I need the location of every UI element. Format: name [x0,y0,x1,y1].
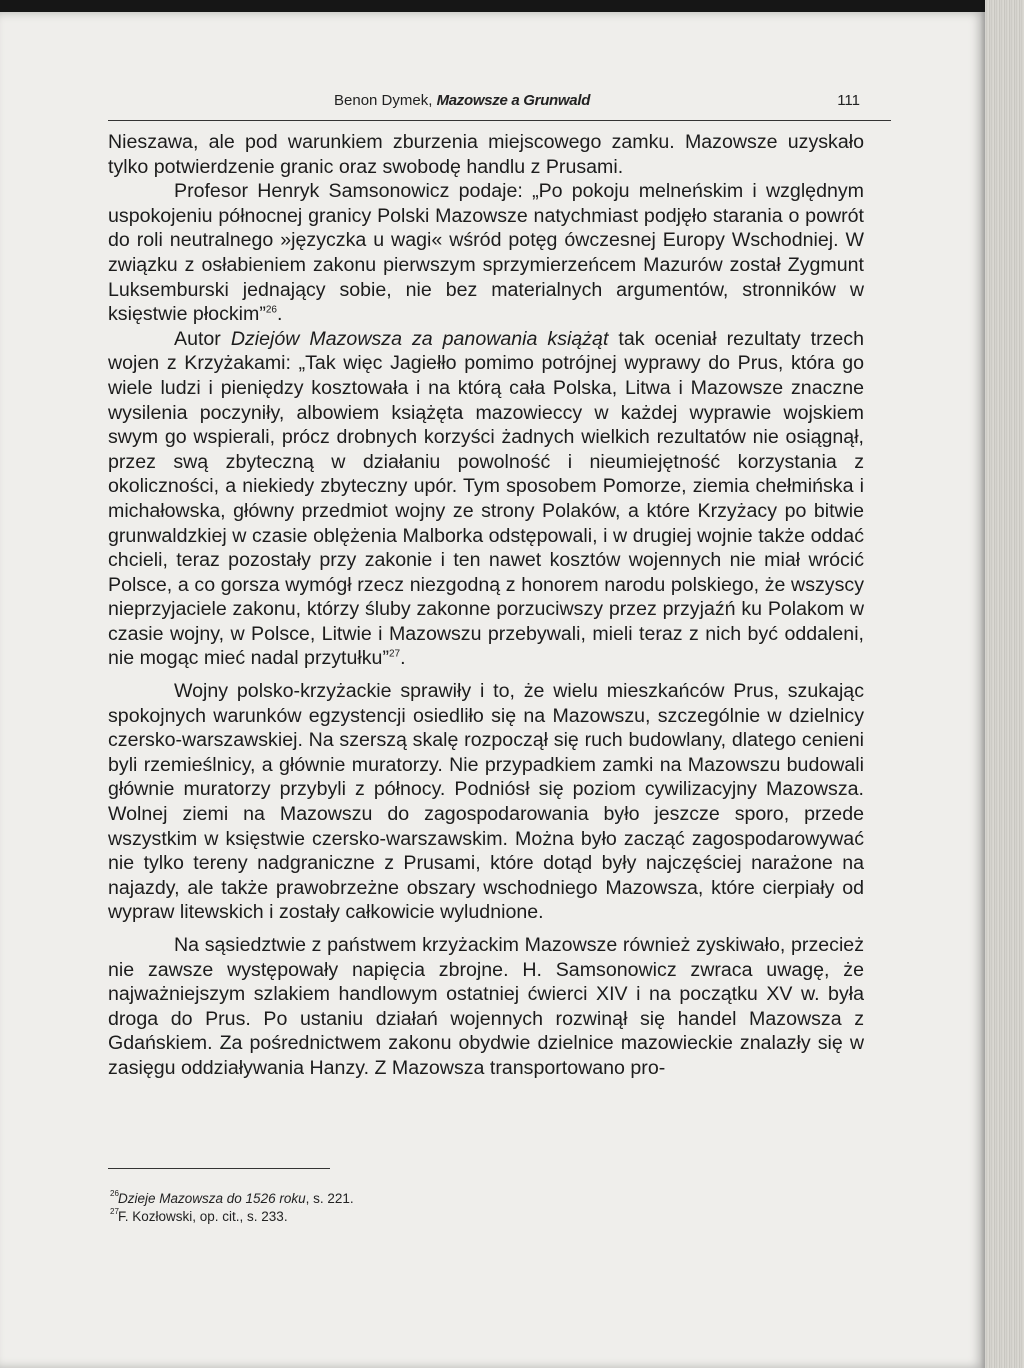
footnote-rule [108,1168,330,1169]
paragraph-3-italic-title: Dziejów Mazowsza za panowania książąt [230,327,609,350]
page-header [108,90,864,112]
paragraph-4: Wojny polsko-krzyżackie sprawiły i to, że wielu mieszkańców Prus, szukając spokojnych warunków egzystencji osiedliło się na Mazowszu, szczególnie w dzielnicy czersko-warszawskiej. Na szerszą skalę rozpoczął się ruch budowlany, dlatego cenieni byli rzemieślnicy, a głównie muratorzy. Nie przypadkiem zamki na Mazowszu budowali głównie muratorzy przybyli z północy. Podniósł się poziom cywilizacyjny Mazowsza. Wolnej ziemi na Mazowszu do zagospodarowania było jeszcze sporo, przede wszystkim w księstwie czersko-warszawskim. Można było zacząć zagospodarowywać nie tylko tereny nadgraniczne z Prusami, które dotąd były najczęściej narażone na najazdy, ale także prawobrzeżne obszary wschodniego Mazowsza, które cierpiały od wypraw litewskich i zostały całkowicie wyludnione. [108,680,864,924]
paragraph-2-end: . [277,303,283,326]
footnote-ref-27: 27 [388,648,401,660]
footnote-ref-26: 26 [265,304,277,316]
footnotes [108,1190,708,1226]
running-head [334,92,590,109]
running-head-title: Mazowsze a Grunwald [436,92,591,109]
paragraph-3 [108,327,864,671]
body-text [108,130,864,1081]
paragraph-2 [108,179,864,327]
running-head-author: Benon Dymek, [334,92,433,109]
footnote-text: , s. 221. [305,1191,354,1206]
page-edges [985,0,1024,1368]
footnote-italic: Dzieje Mazowsza do 1526 roku [118,1191,306,1206]
footnote-text: F. Kozłowski, op. cit., s. 233. [118,1209,288,1224]
paragraph-5: Na sąsiedztwie z państwem krzyżackim Mazowsze również zyskiwało, przecież nie zawsze występowały napięcia zbrojne. H. Samsonowicz zwraca uwagę, że najważniejszym szlakiem handlowym ostatniej ćwierci XIV i na początku XV w. była droga do Prus. Po ustaniu działań wojennych rozwinął się handel Mazowsza z Gdańskiem. Za pośrednictwem zakonu obydwie dzielnice mazowieckie znalazły się w zasięgu oddziaływania Hanzy. Z Mazowsza transportowano pro- [108,934,864,1079]
paragraph-3-end: . [400,647,406,670]
paragraph-3-rest: tak oceniał rezultaty trzech wojen z Krzyżakami: „Tak więc Jagiełło pomimo potrójnej wyprawy do Prus, która go wiele ludzi i pieniędzy kosztowała i na którą cała Polska, Litwa i Mazowsze znaczne wysilenia poczyniły, albowiem książęta mazowieccy w każdej wyprawie wojskiem swym go wspierali, prócz drobnych korzyści żadnych wielkich rezultatów nie osiągnął, przez swą zbyteczną w działaniu powolność i nieumiejętność korzystania z okoliczności, a niekiedy zbyteczny upór. Tym sposobem Pomorze, ziemia chełmińska i michałowska, główny przedmiot wojny ze strony Polaków, a które Krzyżacy po bitwie grunwaldzkiej w czasie oblężenia Malborka odstępowali, i w drugiej wojnie także oddać chcieli, teraz pozostały przy zakonie i ten nawet kosztów wojennych nie miał wrócić Polsce, a co gorsza wymógł rzecz niezgodną z honorem narodu polskiego, że wszyscy nieprzyjaciele zakonu, którzy śluby zakonne porzuciwszy przez przyjaźń ku Polakom w czasie wojny, w Polsce, Litwie i Mazowszu przebywali, mieli teraz z nich być oddaleni, nie mogąc mieć nadal przytułku” [108,327,864,670]
footnote-27: 27 F. Kozłowski, op. cit., s. 233. [110,1207,288,1224]
paragraph-1: Nieszawa, ale pod warunkiem zburzenia miejscowego zamku. Mazowsze uzyskało tylko potwierdzenie granic oraz swobodę handlu z Prusami. [108,131,864,178]
paragraph-3-start: Autor [174,327,231,350]
page-number: 111 [837,92,860,109]
header-rule [108,120,891,121]
paragraph-2-text: Profesor Henryk Samsonowicz podaje: „Po pokoju melneńskim i względnym uspokojeniu północnej granicy Polski Mazowsze natychmiast podjęło starania o powrót do roli neutralnego »języczka u wagi« wśród potęg ówczesnej Europy Wschodniej. W związku z osłabieniem zakonu pierwszym sprzymierzeńcem Mazurów został Zygmunt Luksemburski jednający sobie, nie bez materialnych argumentów, stronników w księstwie płockim” [108,180,864,326]
footnote-26: 26 Dzieje Mazowsza do 1526 roku, s. 221. [110,1189,354,1206]
